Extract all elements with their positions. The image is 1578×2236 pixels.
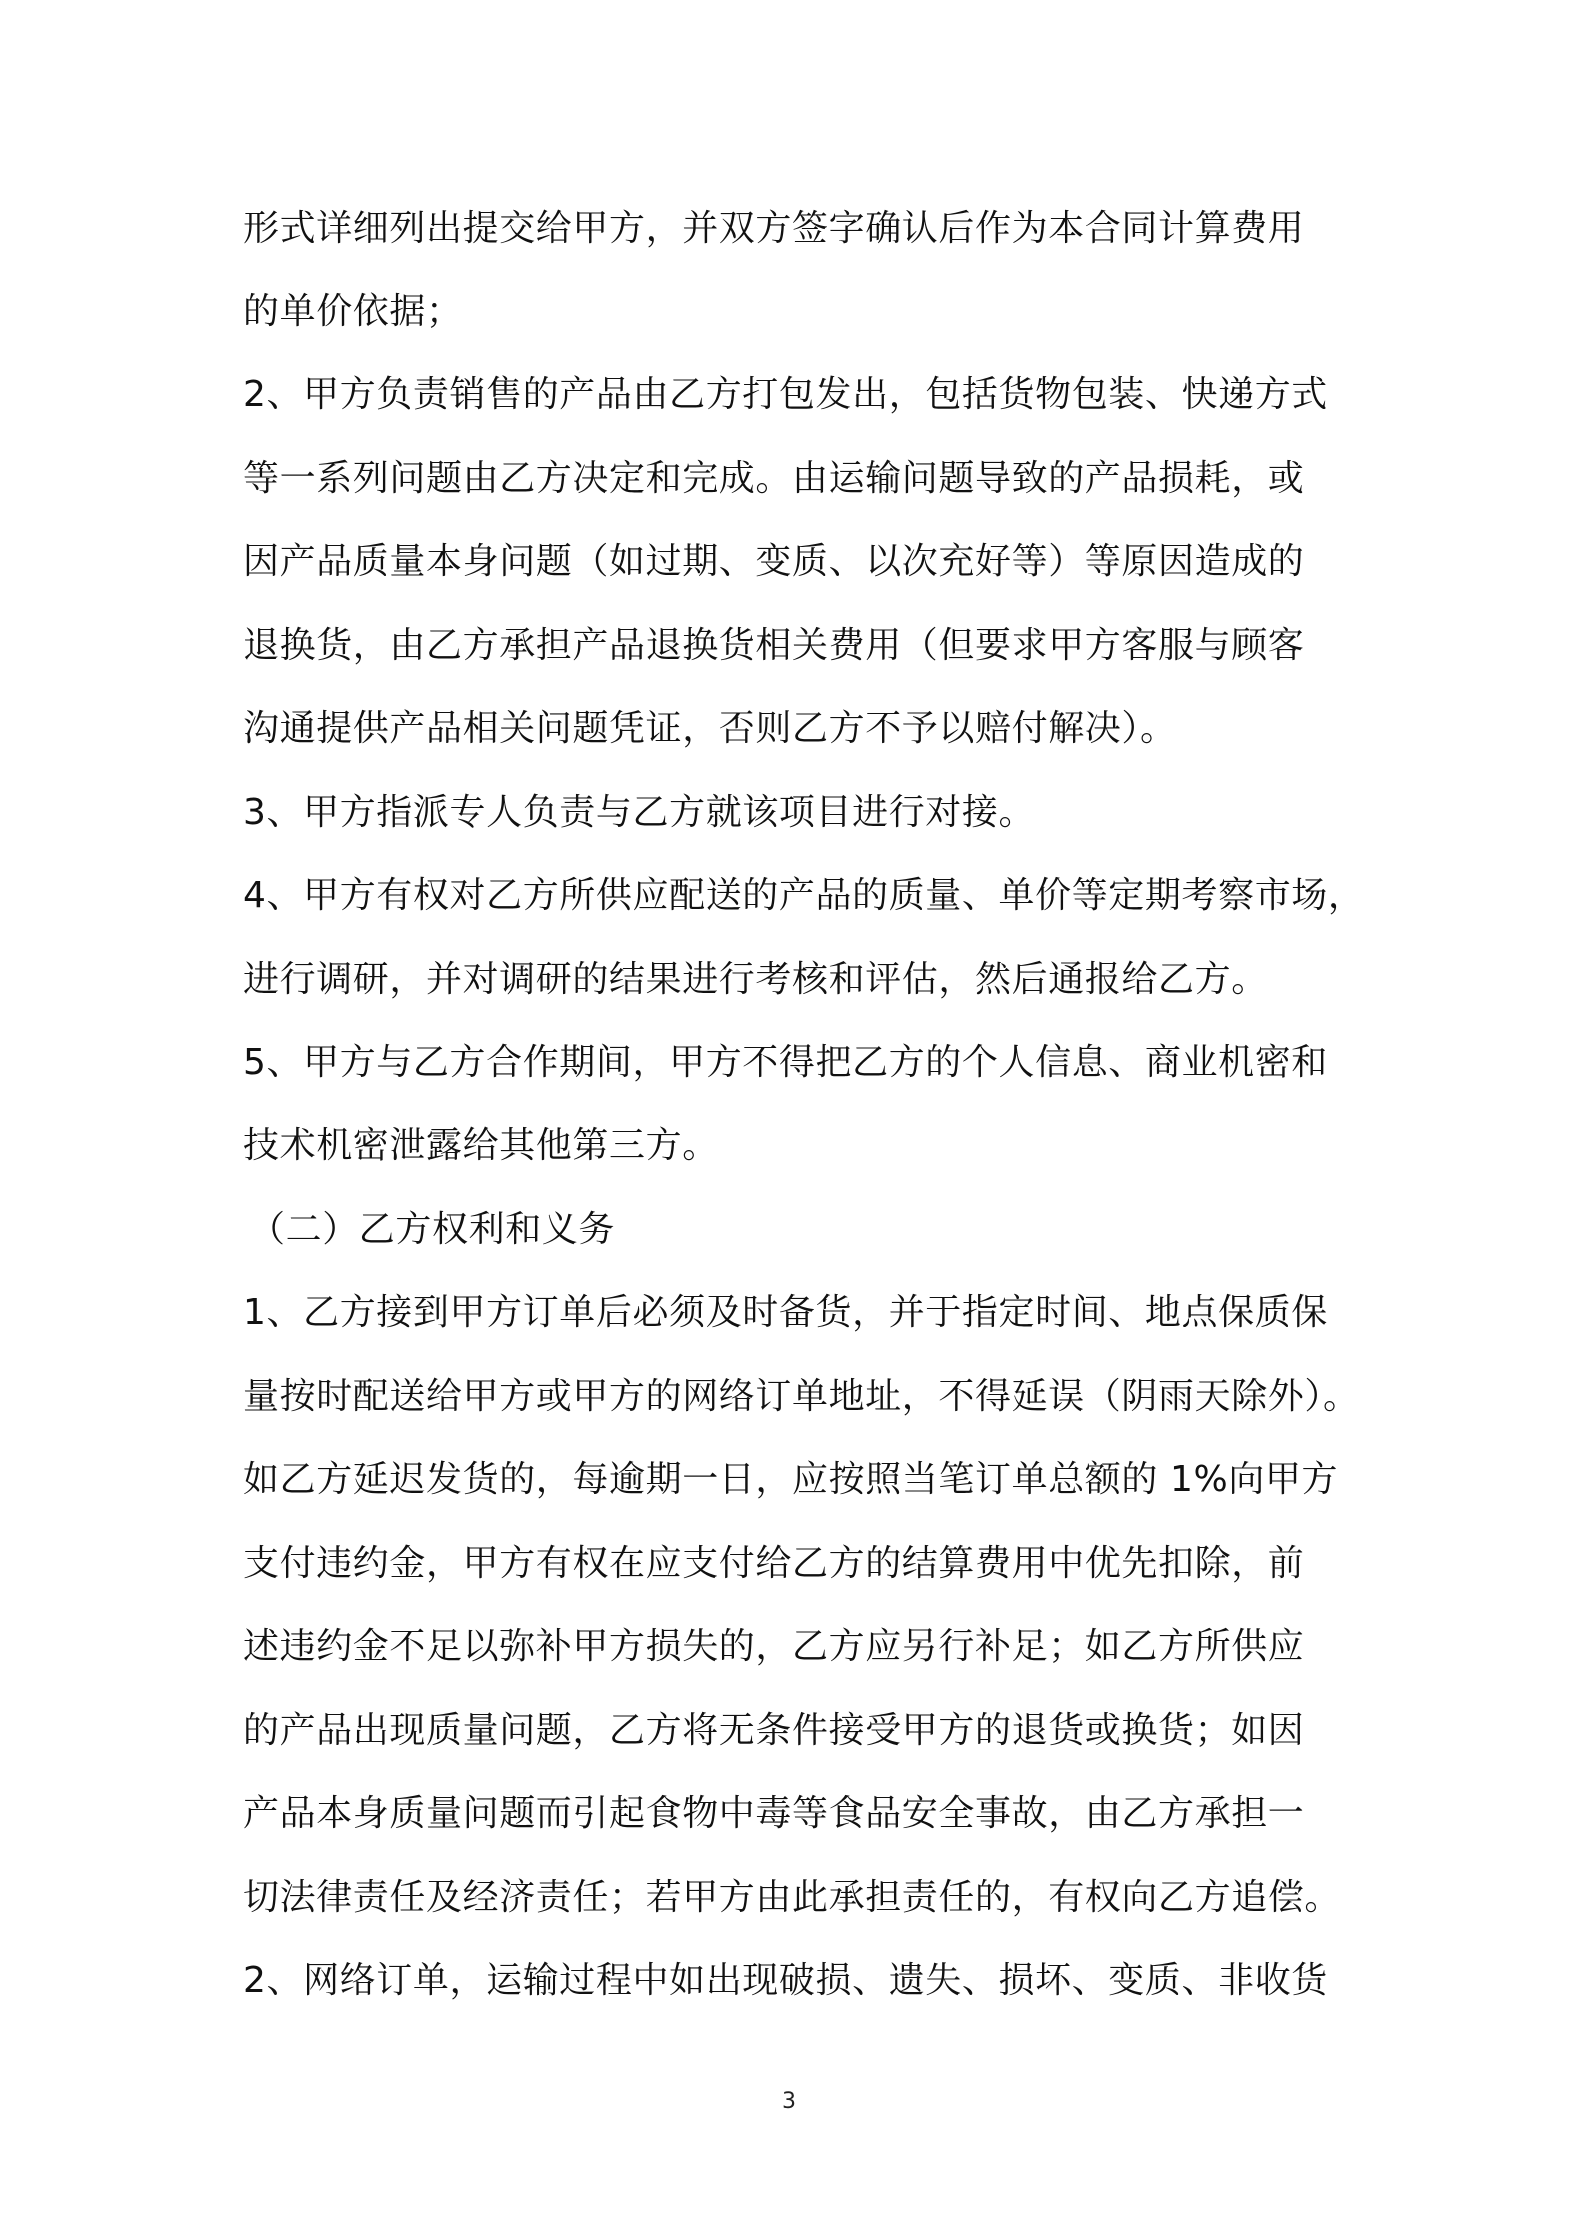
text-line: 沟通提供产品相关问题凭证，否则乙方不予以赔付解决）。 <box>243 708 1177 749</box>
text-line: 退换货，由乙方承担产品退换货相关费用（但要求甲方客服与顾客 <box>243 625 1305 666</box>
text-line: 4、甲方有权对乙方所供应配送的产品的质量、单价等定期考察市场， <box>243 875 1365 916</box>
text-line: 的产品出现质量问题，乙方将无条件接受甲方的退货或换货；如因 <box>243 1710 1305 1751</box>
text-line: 5、甲方与乙方合作期间，甲方不得把乙方的个人信息、商业机密和 <box>243 1042 1328 1083</box>
text-line: 3、甲方指派专人负责与乙方就该项目进行对接。 <box>243 792 1036 833</box>
text-line: 的单价依据； <box>243 291 463 332</box>
text-line: 量按时配送给甲方或甲方的网络订单地址，不得延误（阴雨天除外）。 <box>243 1376 1360 1417</box>
text-line: 产品本身质量问题而引起食物中毒等食品安全事故，由乙方承担一 <box>243 1793 1305 1834</box>
section-heading: （二）乙方权利和义务 <box>249 1209 616 1250</box>
page-number: 3 <box>782 2089 796 2114</box>
text-line: 技术机密泄露给其他第三方。 <box>243 1125 719 1166</box>
text-line: 形式详细列出提交给甲方，并双方签字确认后作为本合同计算费用 <box>243 208 1305 249</box>
text-line: 进行调研，并对调研的结果进行考核和评估，然后通报给乙方。 <box>243 959 1268 1000</box>
text-line: 述违约金不足以弥补甲方损失的，乙方应另行补足；如乙方所供应 <box>243 1626 1305 1667</box>
text-line: 2、甲方负责销售的产品由乙方打包发出，包括货物包装、快递方式 <box>243 374 1328 415</box>
text-line: 支付违约金，甲方有权在应支付给乙方的结算费用中优先扣除，前 <box>243 1543 1305 1584</box>
text-line: 切法律责任及经济责任；若甲方由此承担责任的，有权向乙方追偿。 <box>243 1877 1342 1918</box>
text-line: 等一系列问题由乙方决定和完成。由运输问题导致的产品损耗，或 <box>243 458 1305 499</box>
text-line: 1、乙方接到甲方订单后必须及时备货，并于指定时间、地点保质保 <box>243 1292 1328 1333</box>
text-line: 如乙方延迟发货的，每逾期一日，应按照当笔订单总额的 1%向甲方 <box>243 1459 1339 1500</box>
text-line: 因产品质量本身问题（如过期、变质、以次充好等）等原因造成的 <box>243 541 1305 582</box>
text-line: 2、网络订单，运输过程中如出现破损、遗失、损坏、变质、非收货 <box>243 1960 1328 2001</box>
